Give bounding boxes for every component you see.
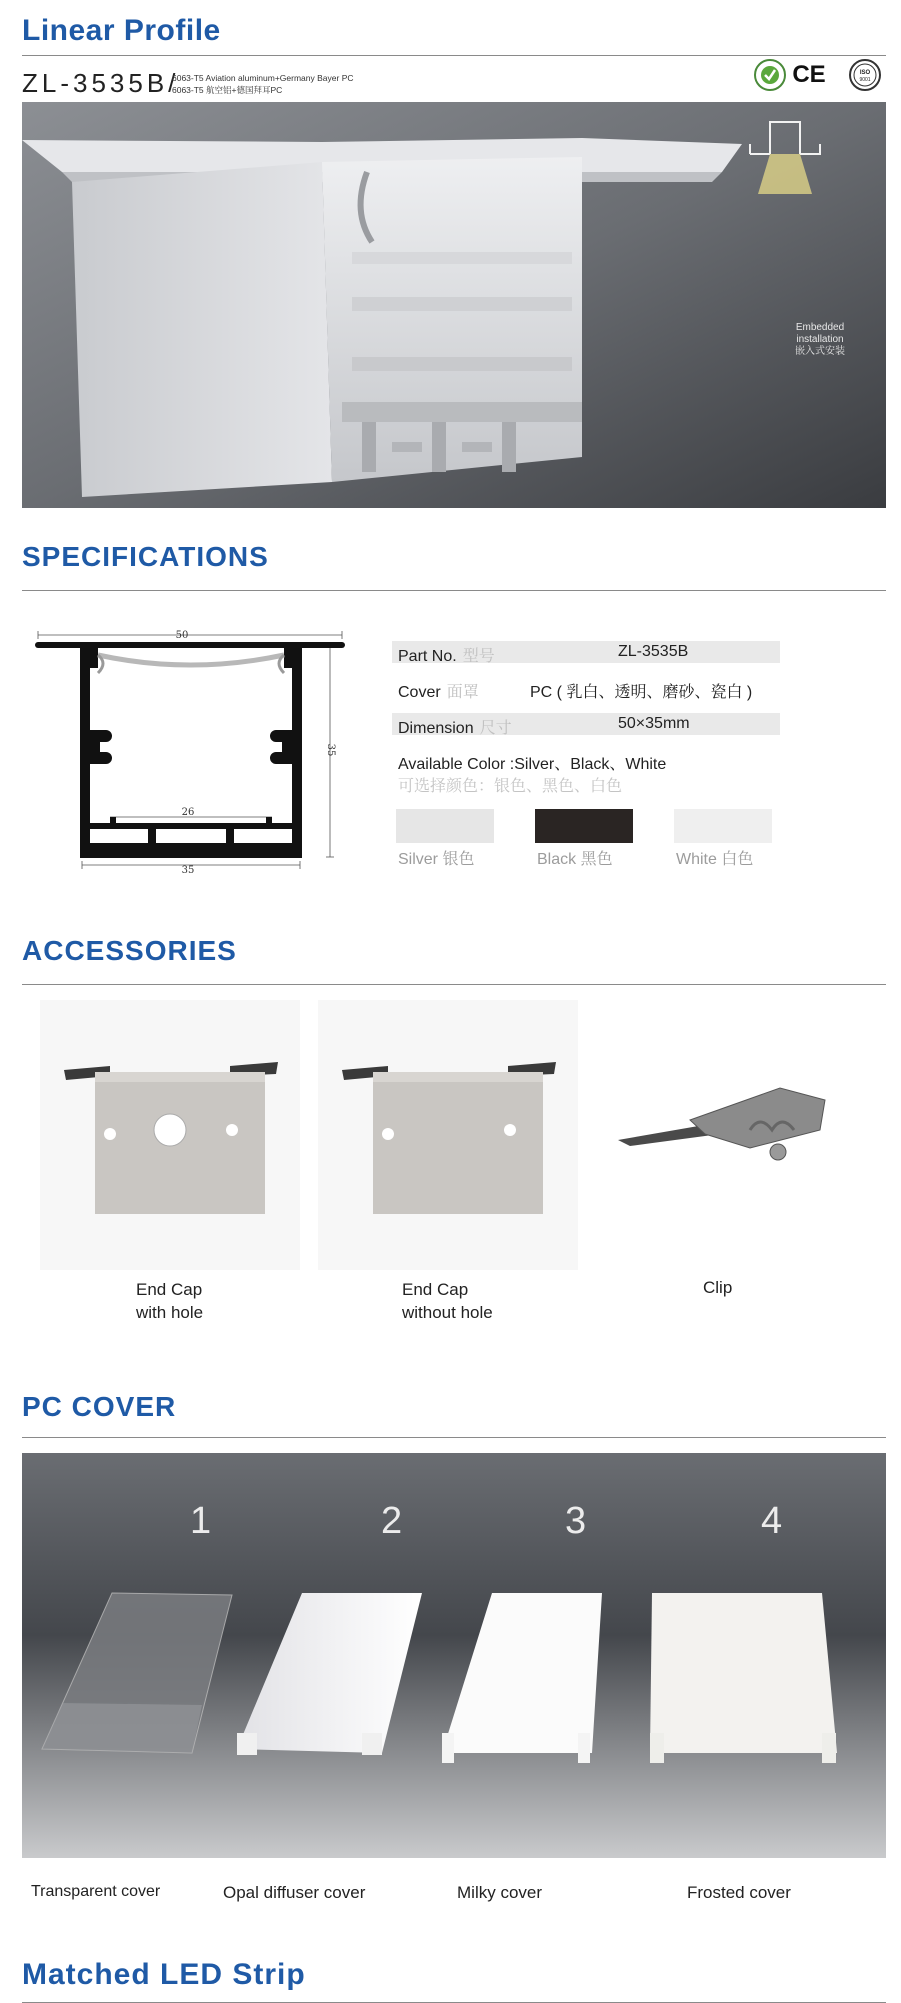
spec-label-cover-en: Cover (398, 684, 441, 701)
spec-label-cover-cn: 面罩 (446, 684, 479, 701)
spec-label-part-no-en: Part No. (398, 648, 457, 665)
matched-led-strip-title: Matched LED Strip (22, 1958, 306, 1991)
spec-label-part-no-cn: 型号 (462, 648, 495, 665)
available-color-en: Available Color :Silver、Black、White (398, 756, 667, 773)
pc-cover-title: PC COVER (22, 1391, 177, 1422)
clip-image (600, 1060, 840, 1190)
end-cap-with-hole-image (40, 1000, 300, 1270)
cover-number-2: 2 (381, 1500, 403, 1542)
dim-inner-label: 26 (181, 807, 195, 818)
dim-side-label: 35 (325, 743, 336, 757)
profile-product-photo (22, 102, 886, 508)
installation-label-en-2: installation (796, 334, 844, 345)
spec-label-dimension (398, 715, 512, 738)
swatch-white (674, 809, 772, 843)
dim-bottom-label: 35 (181, 865, 195, 875)
swatch-label-black: Black 黑色 (537, 851, 613, 868)
material-cn: 6063-T5 航空铝+德国拜耳PC (172, 85, 283, 95)
spec-value-dimension: 50×35mm (618, 715, 690, 732)
spec-label-part-no (398, 643, 495, 666)
end-cap-without-hole-image (318, 1000, 578, 1270)
rohs-icon (754, 59, 786, 91)
page-title: Linear Profile (22, 14, 221, 47)
cover-name-milky: Milky cover (457, 1883, 543, 1902)
specifications-title: SPECIFICATIONS (22, 541, 269, 572)
svg-text:9001: 9001 (859, 77, 871, 83)
spec-row-dimension (392, 713, 780, 735)
spec-label-dimension-en: Dimension (398, 720, 474, 737)
iso-9001-icon (849, 59, 881, 91)
accessory-2-line1: End Cap (402, 1280, 469, 1299)
material-description (172, 72, 354, 96)
accessory-3-line1: Clip (703, 1278, 733, 1297)
accessories-divider (22, 984, 886, 985)
installation-label-en-1: Embedded (795, 322, 845, 333)
spec-label-cover (398, 679, 479, 702)
swatch-black (535, 809, 633, 843)
spec-row-part-no (392, 641, 780, 663)
material-en: 6063-T5 Aviation aluminum+Germany Bayer PC (172, 73, 354, 83)
accessory-end-cap-without-hole (402, 1278, 493, 1324)
pc-cover-samples-photo (22, 1453, 886, 1858)
cover-name-transparent: Transparent cover (31, 1883, 161, 1900)
accessory-2-line2: without hole (402, 1303, 493, 1322)
spec-value-part-no: ZL-3535B (618, 643, 689, 660)
swatch-silver (396, 809, 494, 843)
cover-name-opal: Opal diffuser cover (223, 1883, 366, 1902)
ce-mark-icon: CE (792, 61, 826, 88)
accessory-clip (703, 1276, 732, 1299)
svg-text:ISO: ISO (859, 70, 871, 76)
title-divider (22, 55, 886, 56)
dim-top-label: 50 (175, 630, 189, 641)
spec-value-cover: PC ( 乳白、透明、磨砂、瓷白 ) (530, 684, 753, 701)
profile-cross-section-drawing (30, 625, 350, 875)
accessories-title: ACCESSORIES (22, 935, 237, 966)
cover-name-frosted: Frosted cover (687, 1883, 791, 1902)
spec-label-dimension-cn: 尺寸 (479, 720, 512, 737)
cover-number-3: 3 (565, 1500, 587, 1542)
installation-label-cn: 嵌入式安装 (795, 346, 845, 357)
swatch-label-white: White 白色 (676, 851, 754, 868)
accessory-end-cap-with-hole (136, 1278, 203, 1324)
available-color-cn: 可选择颜色：银色、黑色、白色 (398, 778, 623, 795)
cover-number-4: 4 (761, 1500, 783, 1542)
installation-label (780, 322, 860, 358)
model-number: ZL-3535B/ (22, 68, 180, 98)
swatch-label-silver: Silver 银色 (398, 851, 475, 868)
specifications-divider (22, 590, 886, 591)
spec-row-cover (392, 677, 780, 699)
accessory-1-line1: End Cap (136, 1280, 203, 1299)
accessory-1-line2: with hole (136, 1303, 204, 1322)
pc-cover-divider (22, 1437, 886, 1438)
cover-number-1: 1 (190, 1500, 212, 1542)
